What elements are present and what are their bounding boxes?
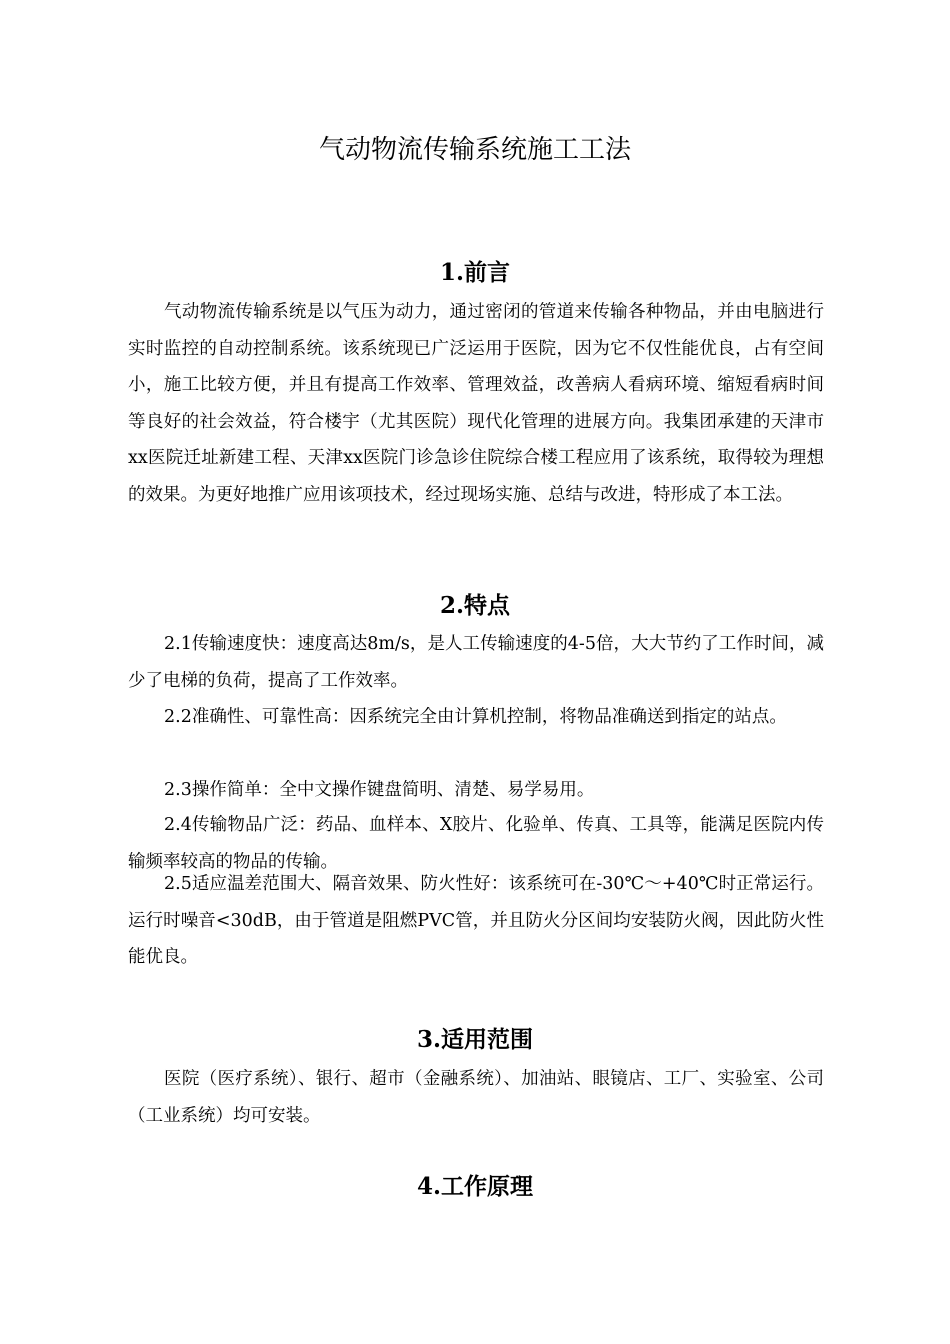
section-heading-principle: 4.工作原理 bbox=[416, 1173, 533, 1200]
paragraph-scope: 医院（医疗系统）、银行、超市（金融系统）、加油站、眼镜店、工厂、实验室、公司（工业系统）均可安装。 bbox=[128, 1069, 824, 1126]
section-heading-preface: 1.前言 bbox=[439, 259, 510, 286]
paragraph-feature-2-4: 2.4传输物品广泛：药品、血样本、X胶片、化验单、传真、工具等，能满足医院内传输频率较高的物品的传输。 bbox=[128, 815, 824, 872]
paragraph-feature-2-5: 2.5适应温差范围大、隔音效果、防火性好：该系统可在-30℃～+40℃时正常运行。运行时噪音<30dB，由于管道是阻燃PVC管，并且防火分区间均安装防火阀，因此防火性能优良。 bbox=[128, 874, 824, 967]
paragraph-feature-2-2: 2.2准确性、可靠性高：因系统完全由计算机控制，将物品准确送到指定的站点。 bbox=[164, 707, 787, 727]
paragraph-preface: 气动物流传输系统是以气压为动力，通过密闭的管道来传输各种物品，并由电脑进行实时监控的自动控制系统。该系统现已广泛运用于医院，因为它不仅性能优良，占有空间小，施工比较方便，并且有提高工作效率、管理效益，改善病人看病环境、缩短看病时间等良好的社会效益，符合楼宇（尤其医院）现代化管理的进展方向。我集团承建的天津市xx医院迁址新建工程、天津xx医院门诊急诊住院综合楼工程应用了该系统，取得较为理想的效果。为更好地推广应用该项技术，经过现场实施、总结与改进，特形成了本工法。 bbox=[128, 302, 824, 505]
section-heading-features: 2.特点 bbox=[439, 592, 510, 619]
document-title: 气动物流传输系统施工工法 bbox=[318, 135, 631, 165]
paragraph-feature-2-1: 2.1传输速度快：速度高达8m/s，是人工传输速度的4-5倍，大大节约了工作时间，减少了电梯的负荷，提高了工作效率。 bbox=[128, 634, 824, 691]
paragraph-feature-2-3: 2.3操作简单：全中文操作键盘简明、清楚、易学易用。 bbox=[164, 780, 595, 800]
section-heading-scope: 3.适用范围 bbox=[416, 1026, 533, 1053]
